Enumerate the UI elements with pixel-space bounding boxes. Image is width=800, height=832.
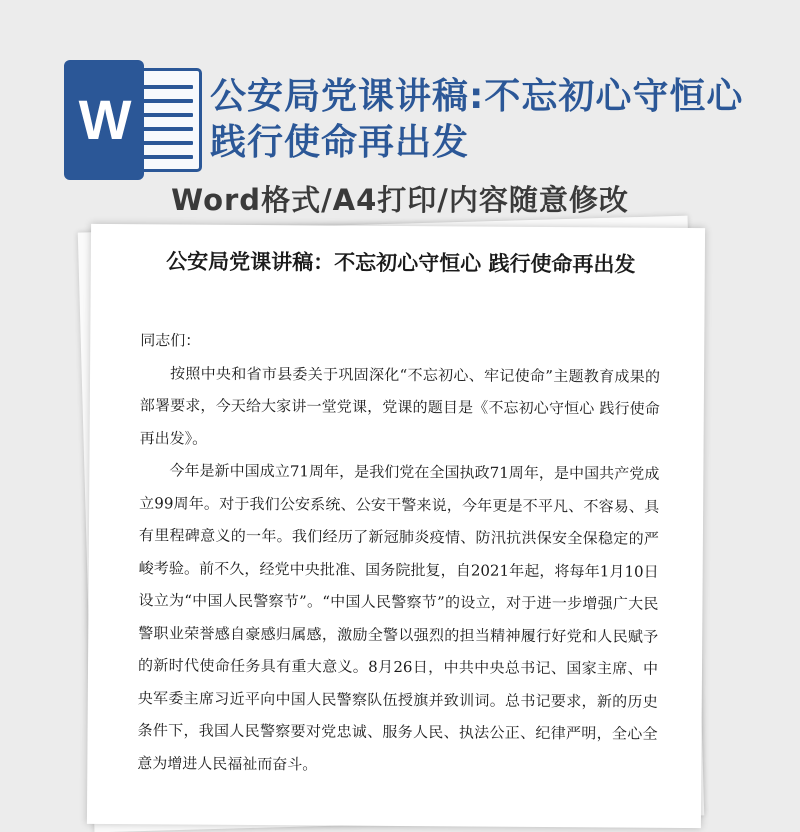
document-page [87, 224, 705, 828]
page-subtitle: Word格式/A4打印/内容随意修改 [171, 183, 629, 217]
word-letter-tile: W [64, 60, 144, 180]
document-paragraph: 今年是新中国成立71周年，是我们党在全国执政71周年，是中国共产党成立99周年。对于我们公安系统、公安干警来说，今年更是不平凡、不容易、具有里程碑意义的一年。我们经历了新冠肺炎疫情、防汛抗洪保安全保稳定的严峻考验。前不久，经党中央批准、国务院批复，自2021年起，将每年1月10日设立为“中国人民警察节”。“中国人民警察节”的设立，对于进一步增强广大民警职业荣誉感自豪感归属感，激励全警以强烈的担当精神履行好党和人民赋予的新时代使命任务具有重大意义。8月26日，中共中央总书记、国家主席、中央军委主席习近平向中国人民警察队伍授旗并致训词。总书记要求，新的历史条件下，我国人民警察要对党忠诚、服务人民、执法公正、纪律严明，全心全意为增进人民福祉而奋斗。 [137, 461, 660, 773]
document-body [137, 324, 660, 783]
document-title: 公安局党课讲稿：不忘初心守恒心 践行使命再出发 [166, 248, 636, 277]
document-salutation: 同志们： [140, 331, 201, 350]
document-paragraph: 按照中央和省市县委关于巩固深化“不忘初心、牢记使命”主题教育成果的部署要求，今天给大家讲一堂党课，党课的题目是《不忘初心守恒心 践行使命再出发》。 [139, 363, 661, 448]
word-icon [64, 60, 206, 180]
page-title: 公安局党课讲稿:不忘初心守恒心践行使命再出发 [210, 76, 744, 163]
